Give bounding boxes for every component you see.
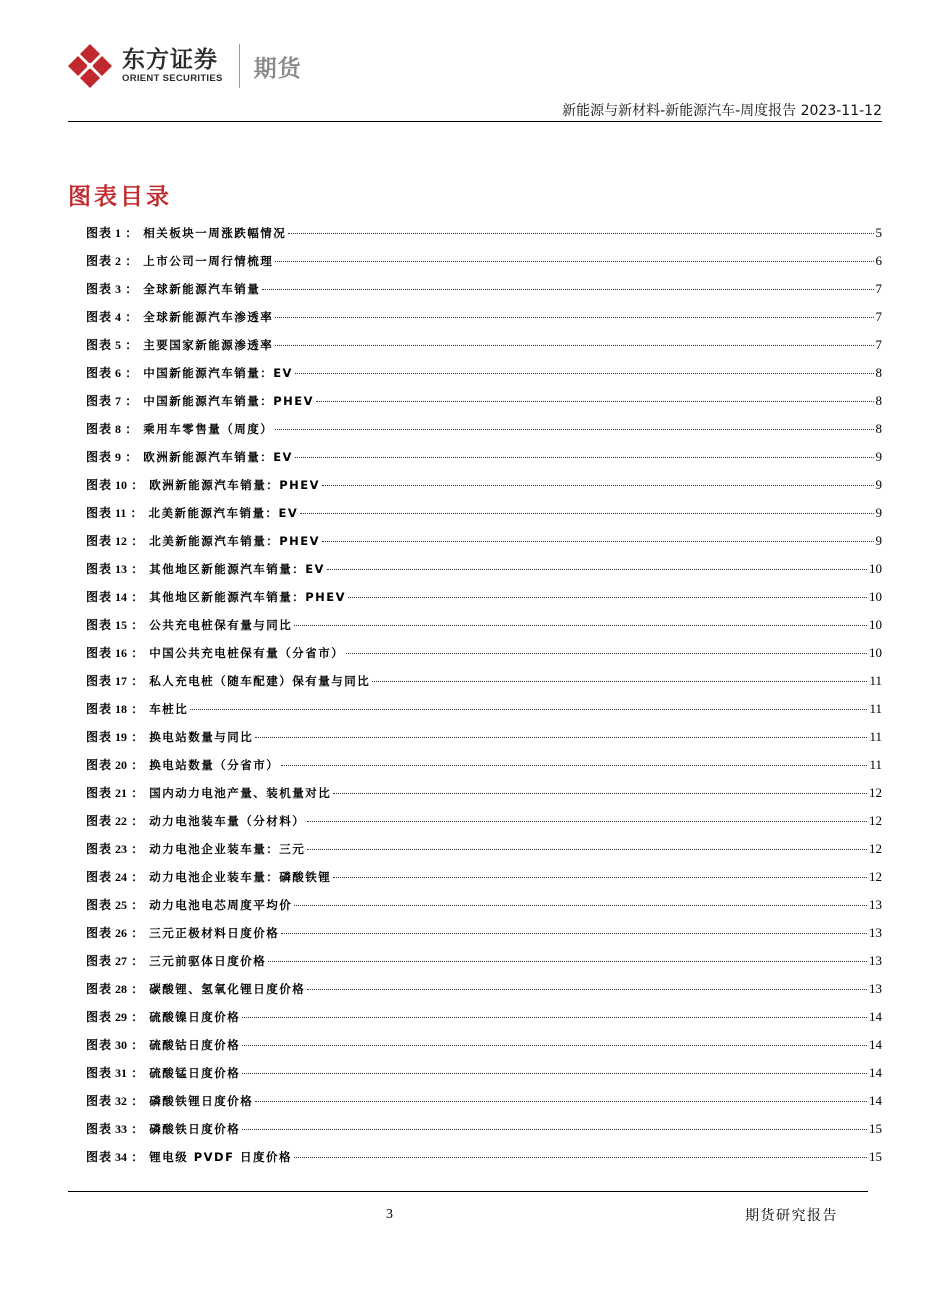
toc-entry-colon: ：	[121, 282, 138, 296]
toc-entry-number: 22	[115, 814, 128, 828]
toc-entry-title[interactable]: 中国新能源汽车销量：EV	[143, 366, 293, 380]
toc-entry-label: 图表	[86, 1038, 113, 1052]
toc-entry-page[interactable]: 8	[875, 393, 882, 408]
toc-entry-number: 21	[115, 786, 128, 800]
toc-entry-page[interactable]: 13	[869, 981, 882, 996]
toc-entry-label: 图表	[86, 310, 113, 324]
toc-entry-page[interactable]: 12	[869, 841, 882, 856]
toc-entry-page[interactable]: 10	[869, 645, 882, 660]
toc-entry-label: 图表	[86, 450, 113, 464]
toc-entry-number: 11	[115, 506, 127, 520]
toc-entry[interactable]	[86, 1064, 882, 1092]
toc-entry-number: 19	[115, 730, 128, 744]
toc-entry[interactable]	[86, 924, 882, 952]
toc-leader-dots	[295, 457, 874, 458]
toc-entry-number: 17	[115, 674, 128, 688]
toc-leader-dots	[275, 261, 873, 262]
toc-entry-label: 图表	[86, 394, 113, 408]
toc-entry-number: 15	[115, 618, 128, 632]
toc-entry[interactable]	[86, 308, 882, 336]
toc-entry[interactable]	[86, 644, 882, 672]
toc-entry-colon: ：	[127, 478, 144, 492]
toc-entry-number: 20	[115, 758, 128, 772]
toc-entry-number: 4	[115, 310, 122, 324]
toc-entry-colon: ：	[127, 1038, 144, 1052]
toc-entry-page[interactable]: 14	[869, 1009, 882, 1024]
toc-entry-title[interactable]: 公共充电桩保有量与同比	[149, 618, 293, 632]
toc-entry-colon: ：	[127, 926, 144, 940]
toc-entry-page[interactable]: 9	[875, 505, 882, 520]
toc-entry-page[interactable]: 14	[869, 1093, 882, 1108]
toc-entry-colon: ：	[121, 394, 138, 408]
logo-divider	[239, 44, 240, 88]
toc-leader-dots	[255, 737, 867, 738]
toc-entry-colon: ：	[127, 786, 144, 800]
toc-entry[interactable]	[86, 1036, 882, 1064]
toc-entry[interactable]	[86, 280, 882, 308]
toc-entry-title[interactable]: 国内动力电池产量、装机量对比	[149, 786, 332, 800]
toc-entry[interactable]	[86, 364, 882, 392]
logo-english-name: ORIENT SECURITIES	[122, 73, 223, 84]
toc-entry-page[interactable]: 9	[875, 477, 882, 492]
toc-entry[interactable]	[86, 252, 882, 280]
toc-entry-number: 23	[115, 842, 128, 856]
toc-leader-dots	[333, 877, 867, 878]
toc-entry-page[interactable]: 9	[875, 533, 882, 548]
toc-leader-dots	[242, 1073, 867, 1074]
toc-entry-page[interactable]: 15	[869, 1149, 882, 1164]
toc-entry-title[interactable]: 上市公司一周行情梳理	[143, 254, 274, 268]
toc-entry-title[interactable]: 换电站数量（分省市）	[149, 758, 280, 772]
toc-entry-number: 14	[115, 590, 128, 604]
toc-entry-label: 图表	[86, 926, 113, 940]
toc-entry-number: 13	[115, 562, 128, 576]
toc-leader-dots	[372, 681, 867, 682]
toc-entry-colon: ：	[127, 870, 144, 884]
toc-leader-dots	[288, 233, 873, 234]
toc-entry-label: 图表	[86, 254, 113, 268]
toc-entry-page[interactable]: 14	[869, 1037, 882, 1052]
toc-entry-colon: ：	[127, 618, 144, 632]
toc-entry-page[interactable]: 13	[869, 925, 882, 940]
toc-entry-label: 图表	[86, 478, 113, 492]
toc-leader-dots	[307, 989, 867, 990]
toc-entry-number: 5	[115, 338, 122, 352]
toc-entry-number: 32	[115, 1094, 128, 1108]
toc-entry-title[interactable]: 全球新能源汽车渗透率	[143, 310, 274, 324]
toc-leader-dots	[281, 933, 867, 934]
toc-leader-dots	[307, 821, 867, 822]
toc-leader-dots	[294, 625, 867, 626]
toc-entry-page[interactable]: 15	[869, 1121, 882, 1136]
toc-entry[interactable]	[86, 336, 882, 364]
toc-entry-label: 图表	[86, 506, 113, 520]
toc-entry[interactable]	[86, 420, 882, 448]
toc-leader-dots	[333, 793, 867, 794]
toc-entry[interactable]	[86, 1120, 882, 1148]
toc-entry-page[interactable]: 14	[869, 1065, 882, 1080]
toc-entry-page[interactable]: 9	[875, 449, 882, 464]
toc-entry-number: 12	[115, 534, 128, 548]
toc-entry-page[interactable]: 12	[869, 785, 882, 800]
toc-entry-title[interactable]: 动力电池装车量（分材料）	[149, 814, 306, 828]
toc-entry-colon: ：	[121, 450, 138, 464]
toc-entry-title[interactable]: 硫酸镍日度价格	[149, 1010, 241, 1024]
toc-entry-number: 18	[115, 702, 128, 716]
toc-entry-label: 图表	[86, 786, 113, 800]
toc-entry-label: 图表	[86, 562, 113, 576]
footer-divider	[68, 1191, 868, 1192]
toc-entry-title[interactable]: 车桩比	[149, 702, 189, 716]
toc-entry-label: 图表	[86, 226, 113, 240]
toc-entry-label: 图表	[86, 618, 113, 632]
toc-leader-dots	[348, 597, 867, 598]
toc-entry-title[interactable]: 全球新能源汽车销量	[143, 282, 261, 296]
company-logo	[66, 40, 302, 92]
toc-leader-dots	[255, 1101, 867, 1102]
toc-entry[interactable]	[86, 392, 882, 420]
toc-entry-colon: ：	[127, 1066, 144, 1080]
toc-entry-page[interactable]: 12	[869, 813, 882, 828]
toc-leader-dots	[322, 541, 873, 542]
toc-entry-label: 图表	[86, 1094, 113, 1108]
toc-entry-label: 图表	[86, 982, 113, 996]
toc-entry-colon: ：	[127, 1150, 144, 1164]
toc-entry-title[interactable]: 锂电级 PVDF 日度价格	[149, 1150, 292, 1164]
toc-entry-colon: ：	[127, 534, 144, 548]
toc-entry-number: 26	[115, 926, 128, 940]
toc-entry-number: 27	[115, 954, 128, 968]
toc-entry-page[interactable]: 11	[869, 729, 882, 744]
toc-entry-page[interactable]: 7	[875, 337, 882, 352]
toc-entry-number: 8	[115, 422, 122, 436]
toc-entry-title[interactable]: 相关板块一周涨跌幅情况	[143, 226, 287, 240]
toc-entry-label: 图表	[86, 422, 113, 436]
toc-entry-title[interactable]: 其他地区新能源汽车销量：EV	[149, 562, 325, 576]
toc-entry-label: 图表	[86, 1010, 113, 1024]
toc-leader-dots	[346, 653, 867, 654]
orient-securities-logo-icon	[66, 42, 114, 90]
toc-entry-page[interactable]: 11	[869, 673, 882, 688]
toc-entry-label: 图表	[86, 898, 113, 912]
toc-leader-dots	[190, 709, 867, 710]
toc-leader-dots	[294, 905, 867, 906]
toc-entry-colon: ：	[121, 226, 138, 240]
toc-entry-colon: ：	[127, 590, 144, 604]
report-title: 新能源与新材料-新能源汽车-周度报告 2023-11-12	[562, 103, 882, 119]
toc-leader-dots	[268, 961, 867, 962]
toc-entry-page[interactable]: 10	[869, 561, 882, 576]
toc-entry-number: 6	[115, 366, 122, 380]
toc-leader-dots	[307, 849, 867, 850]
table-of-figures	[86, 224, 882, 1176]
toc-entry-title[interactable]: 磷酸铁日度价格	[149, 1122, 241, 1136]
toc-entry-colon: ：	[126, 506, 143, 520]
toc-entry[interactable]	[86, 672, 882, 700]
toc-leader-dots	[275, 317, 873, 318]
toc-entry-title[interactable]: 欧洲新能源汽车销量：EV	[143, 450, 293, 464]
toc-entry-title[interactable]: 主要国家新能源渗透率	[143, 338, 274, 352]
toc-entry-label: 图表	[86, 1066, 113, 1080]
toc-leader-dots	[294, 1157, 867, 1158]
toc-entry-title[interactable]: 欧洲新能源汽车销量：PHEV	[149, 478, 321, 492]
toc-entry-label: 图表	[86, 814, 113, 828]
toc-entry-label: 图表	[86, 954, 113, 968]
toc-entry-page[interactable]: 11	[869, 701, 882, 716]
toc-leader-dots	[242, 1129, 867, 1130]
toc-leader-dots	[316, 401, 873, 402]
toc-entry-title[interactable]: 北美新能源汽车销量：PHEV	[149, 534, 321, 548]
toc-entry-title[interactable]: 中国新能源汽车销量：PHEV	[143, 394, 315, 408]
toc-entry-number: 29	[115, 1010, 128, 1024]
toc-entry-title[interactable]: 私人充电桩（随车配建）保有量与同比	[149, 674, 371, 688]
toc-leader-dots	[262, 289, 873, 290]
toc-entry-title[interactable]: 其他地区新能源汽车销量：PHEV	[149, 590, 347, 604]
toc-entry-number: 1	[115, 226, 122, 240]
toc-entry-page[interactable]: 13	[869, 897, 882, 912]
toc-entry-title[interactable]: 北美新能源汽车销量：EV	[148, 506, 299, 520]
toc-entry[interactable]	[86, 812, 882, 840]
toc-entry-number: 7	[115, 394, 122, 408]
toc-entry-title[interactable]: 磷酸铁锂日度价格	[149, 1094, 254, 1108]
toc-entry-colon: ：	[127, 730, 144, 744]
toc-entry-label: 图表	[86, 534, 113, 548]
toc-entry-number: 9	[115, 450, 122, 464]
toc-entry-page[interactable]: 8	[875, 421, 882, 436]
toc-entry-page[interactable]: 12	[869, 869, 882, 884]
toc-entry-title[interactable]: 动力电池企业装车量：三元	[149, 842, 306, 856]
toc-entry-number: 16	[115, 646, 128, 660]
toc-entry-number: 34	[115, 1150, 128, 1164]
toc-entry-colon: ：	[127, 674, 144, 688]
toc-entry-colon: ：	[127, 1010, 144, 1024]
toc-entry-title[interactable]: 三元前驱体日度价格	[149, 954, 267, 968]
toc-entry-title[interactable]: 乘用车零售量（周度）	[143, 422, 274, 436]
toc-entry-label: 图表	[86, 758, 113, 772]
toc-entry-colon: ：	[127, 702, 144, 716]
toc-entry-page[interactable]: 10	[869, 589, 882, 604]
toc-entry[interactable]	[86, 896, 882, 924]
toc-entry-label: 图表	[86, 1122, 113, 1136]
toc-entry[interactable]	[86, 1008, 882, 1036]
toc-entry[interactable]	[86, 840, 882, 868]
toc-leader-dots	[242, 1017, 867, 1018]
toc-entry-label: 图表	[86, 282, 113, 296]
toc-entry-page[interactable]: 11	[869, 757, 882, 772]
toc-entry-title[interactable]: 硫酸钴日度价格	[149, 1038, 241, 1052]
toc-entry-colon: ：	[127, 562, 144, 576]
toc-entry-label: 图表	[86, 870, 113, 884]
toc-entry-label: 图表	[86, 338, 113, 352]
footer-page-number: 3	[386, 1207, 393, 1222]
toc-entry[interactable]	[86, 756, 882, 784]
toc-entry-number: 10	[115, 478, 128, 492]
toc-entry-colon: ：	[121, 422, 138, 436]
toc-entry-title[interactable]: 碳酸锂、氢氧化锂日度价格	[149, 982, 306, 996]
toc-heading: 图表目录	[68, 184, 172, 210]
toc-entry-label: 图表	[86, 646, 113, 660]
toc-entry-number: 31	[115, 1066, 128, 1080]
toc-entry[interactable]	[86, 532, 882, 560]
toc-entry-label: 图表	[86, 842, 113, 856]
toc-entry-colon: ：	[127, 758, 144, 772]
toc-entry-colon: ：	[127, 814, 144, 828]
toc-entry-colon: ：	[127, 954, 144, 968]
toc-entry-label: 图表	[86, 366, 113, 380]
toc-entry-page[interactable]: 8	[875, 365, 882, 380]
toc-entry-title[interactable]: 硫酸锰日度价格	[149, 1066, 241, 1080]
logo-chinese-name: 东方证券	[122, 47, 218, 73]
toc-entry-colon: ：	[127, 1094, 144, 1108]
toc-entry[interactable]	[86, 476, 882, 504]
logo-subtitle: 期货	[253, 55, 302, 82]
toc-entry-page[interactable]: 13	[869, 953, 882, 968]
toc-entry[interactable]	[86, 588, 882, 616]
header-divider	[68, 121, 882, 122]
toc-entry-page[interactable]: 7	[875, 281, 882, 296]
toc-entry-page[interactable]: 5	[875, 225, 882, 240]
toc-entry[interactable]	[86, 224, 882, 252]
toc-entry-page[interactable]: 7	[875, 309, 882, 324]
toc-entry-number: 3	[115, 282, 122, 296]
toc-entry-title[interactable]: 中国公共充电桩保有量（分省市）	[149, 646, 345, 660]
toc-entry-title[interactable]: 三元正极材料日度价格	[149, 926, 280, 940]
toc-entry-page[interactable]: 6	[875, 253, 882, 268]
toc-entry[interactable]	[86, 952, 882, 980]
toc-entry[interactable]	[86, 560, 882, 588]
toc-entry[interactable]	[86, 448, 882, 476]
toc-entry-colon: ：	[121, 310, 138, 324]
toc-entry[interactable]	[86, 784, 882, 812]
toc-entry[interactable]	[86, 980, 882, 1008]
toc-entry-colon: ：	[121, 338, 138, 352]
toc-entry-colon: ：	[127, 646, 144, 660]
toc-entry[interactable]	[86, 728, 882, 756]
toc-entry-label: 图表	[86, 674, 113, 688]
toc-leader-dots	[295, 373, 874, 374]
toc-entry-page[interactable]: 10	[869, 617, 882, 632]
toc-entry-colon: ：	[127, 898, 144, 912]
toc-leader-dots	[327, 569, 867, 570]
toc-entry-label: 图表	[86, 590, 113, 604]
toc-entry-colon: ：	[121, 366, 138, 380]
toc-entry-colon: ：	[127, 842, 144, 856]
toc-entry-number: 33	[115, 1122, 128, 1136]
toc-entry-colon: ：	[127, 982, 144, 996]
toc-entry-number: 25	[115, 898, 128, 912]
toc-entry-number: 30	[115, 1038, 128, 1052]
toc-entry-title[interactable]: 动力电池电芯周度平均价	[149, 898, 293, 912]
toc-leader-dots	[281, 765, 867, 766]
toc-leader-dots	[300, 513, 873, 514]
toc-entry-colon: ：	[127, 1122, 144, 1136]
toc-entry[interactable]	[86, 504, 882, 532]
toc-leader-dots	[322, 485, 873, 486]
toc-entry[interactable]	[86, 1092, 882, 1120]
toc-entry[interactable]	[86, 1148, 882, 1176]
toc-entry-label: 图表	[86, 730, 113, 744]
toc-leader-dots	[275, 345, 873, 346]
toc-leader-dots	[242, 1045, 867, 1046]
toc-leader-dots	[275, 429, 873, 430]
toc-entry[interactable]	[86, 616, 882, 644]
footer-label: 期货研究报告	[745, 1208, 838, 1224]
toc-entry-number: 28	[115, 982, 128, 996]
toc-entry-number: 2	[115, 254, 122, 268]
toc-entry-title[interactable]: 换电站数量与同比	[149, 730, 254, 744]
toc-entry-title[interactable]: 动力电池企业装车量：磷酸铁锂	[149, 870, 332, 884]
toc-entry-label: 图表	[86, 702, 113, 716]
toc-entry-label: 图表	[86, 1150, 113, 1164]
toc-entry[interactable]	[86, 700, 882, 728]
toc-entry-colon: ：	[121, 254, 138, 268]
toc-entry[interactable]	[86, 868, 882, 896]
toc-entry-number: 24	[115, 870, 128, 884]
